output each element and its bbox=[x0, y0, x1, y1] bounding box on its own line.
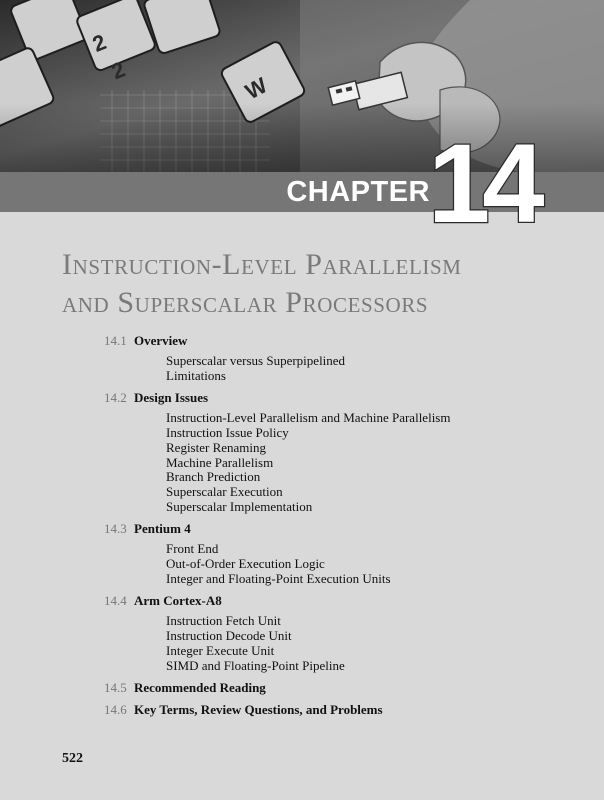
toc-subsection: Out-of-Order Execution Logic bbox=[166, 556, 325, 572]
toc-subsection: Instruction Fetch Unit bbox=[166, 613, 281, 629]
toc-section-title: Arm Cortex-A8 bbox=[134, 593, 222, 609]
toc-section-14-3 bbox=[0, 520, 604, 586]
toc-section-title: Pentium 4 bbox=[134, 521, 191, 537]
chapter-label: CHAPTER bbox=[286, 176, 430, 208]
toc-section-14-5 bbox=[0, 679, 604, 697]
toc-subsection: Superscalar Execution bbox=[166, 483, 283, 499]
toc-section-number: 14.2 bbox=[104, 390, 127, 406]
toc-subsection: Machine Parallelism bbox=[166, 454, 274, 470]
toc-subsection: Branch Prediction bbox=[166, 469, 261, 485]
toc-subsection: Superscalar Implementation bbox=[166, 498, 313, 514]
toc-section-14-6 bbox=[0, 701, 604, 719]
toc-section-14-1 bbox=[0, 332, 604, 383]
toc-section-14-4 bbox=[0, 592, 604, 673]
chapter-title-line-2: and Superscalar Processors bbox=[62, 286, 429, 319]
chapter-title bbox=[62, 246, 462, 322]
toc-section-number: 14.1 bbox=[104, 333, 127, 348]
toc-subsection: Instruction-Level Parallelism and Machine Parallelism bbox=[166, 410, 451, 426]
chapter-title-line-1: Instruction-Level Parallelism bbox=[62, 248, 462, 281]
toc-subsection: Front End bbox=[166, 541, 219, 557]
toc-subsection: Register Renaming bbox=[166, 439, 267, 455]
page-number: 522 bbox=[62, 751, 83, 766]
toc-section-title: Design Issues bbox=[134, 390, 209, 406]
toc-subsection: Instruction Decode Unit bbox=[166, 628, 292, 644]
chapter-number: 14 bbox=[428, 121, 537, 246]
toc-subsection: Instruction Issue Policy bbox=[166, 425, 289, 441]
toc-section-number: 14.3 bbox=[104, 521, 127, 537]
toc-subsection: Superscalar versus Superpipelined bbox=[166, 353, 346, 368]
toc-section-title: Key Terms, Review Questions, and Problems bbox=[134, 702, 383, 718]
toc-subsection: Integer Execute Unit bbox=[166, 642, 275, 658]
toc-section-number: 14.6 bbox=[104, 702, 127, 718]
toc-section-number: 14.4 bbox=[104, 593, 127, 609]
toc-section-title: Overview bbox=[134, 333, 188, 348]
toc-section-number: 14.5 bbox=[104, 680, 127, 696]
table-of-contents bbox=[0, 332, 604, 719]
toc-section-title: Recommended Reading bbox=[134, 680, 266, 696]
toc-subsection: SIMD and Floating-Point Pipeline bbox=[166, 657, 345, 673]
toc-subsection: Integer and Floating-Point Execution Units bbox=[166, 570, 391, 586]
toc-section-14-2 bbox=[0, 389, 604, 514]
toc-subsection: Limitations bbox=[166, 367, 226, 383]
